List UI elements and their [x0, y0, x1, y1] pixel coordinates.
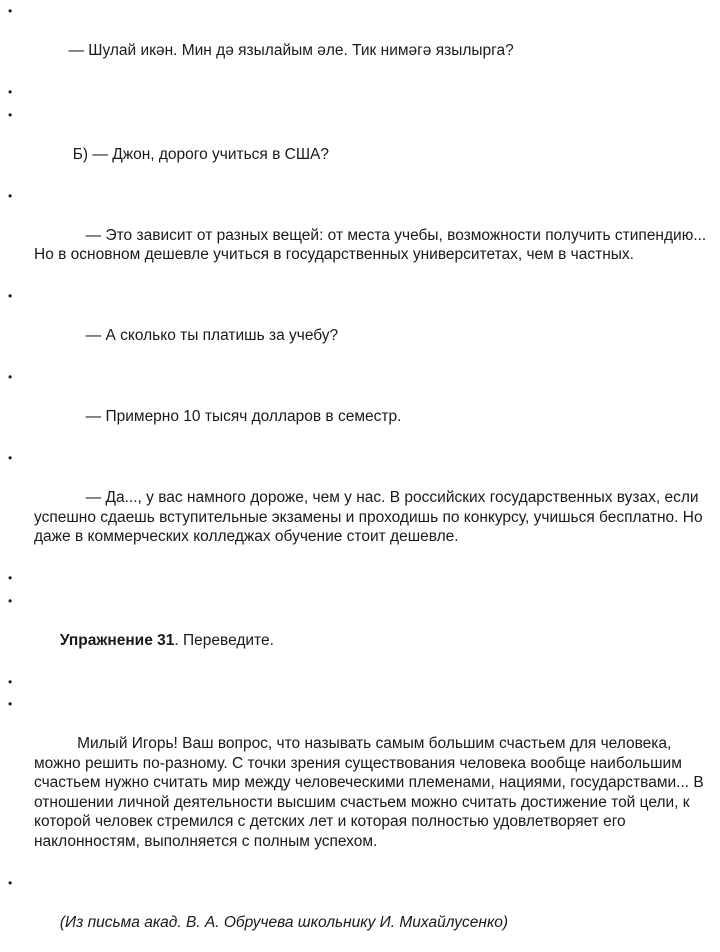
- line-answer-depends: — Это зависит от разных вещей: от места учебы, возможности получить стипендию... Но в основном дешевле учиться в государственных университетах, чем в частных.: [34, 226, 711, 263]
- list-item: [0, 673, 720, 693]
- line-russian-universities: — Да..., у вас намного дороже, чем у нас. В российских государственных вузах, если успешно сдаешь вступительные экзамены и проходишь по конкурсу, учишься бесплатно. Но даже в коммерческих колледжах обучение стоит дешевле.: [34, 489, 707, 545]
- bullet-dot-icon: •: [8, 188, 13, 203]
- bullet-dot-icon: •: [8, 571, 13, 585]
- line-how-much: — А сколько ты платишь за учебу?: [59, 327, 339, 344]
- list-item: [0, 83, 720, 103]
- bullet-dot-icon: •: [8, 875, 13, 890]
- line-john-question: Б) — Джон, дорого учиться в США?: [59, 145, 330, 163]
- bullet-dot-icon: •: [8, 593, 13, 608]
- line-ten-thousand: — Примерно 10 тысяч долларов в семестр.: [59, 408, 402, 425]
- list-item: [0, 874, 720, 952]
- exercise-title: Упражнение 31: [59, 631, 175, 649]
- bullet-dot-icon: •: [8, 370, 13, 384]
- bullet-dot-icon: •: [8, 4, 13, 18]
- list-item: [0, 106, 720, 184]
- bullet-dot-icon: •: [8, 697, 13, 711]
- list-item: [0, 592, 720, 670]
- exercise-instruction: . Переведите.: [174, 631, 274, 649]
- list-item: [0, 695, 720, 871]
- bullet-dot-icon: •: [8, 289, 13, 303]
- list-item: [0, 287, 720, 365]
- line-tatar-dialogue: — Шулай икән. Мин дә язылайым әле. Тик нимәгә язылырга?: [59, 42, 514, 59]
- list-item: [0, 569, 720, 589]
- bullet-dot-icon: •: [8, 107, 13, 122]
- bullet-dot-icon: •: [8, 451, 13, 465]
- list-item: [0, 2, 720, 80]
- bullet-list: [0, 2, 720, 952]
- list-item: [0, 368, 720, 446]
- letter-paragraph: Милый Игорь! Ваш вопрос, что называть самым большим счастьем для человека, можно решить по-разному. С точки зрения существования человека вообще наибольшим счастьем нужно считать мир между человеческими племенами, нациями, государствами... В отношении личной деятельности высшим счастьем можно считать достижение той цели, к которой человек стремился с детских лет и которая полностью удовлетворяет его наклонностям, выполняется с полным успехом.: [34, 735, 709, 850]
- list-item: [0, 187, 720, 285]
- bullet-dot-icon: •: [8, 85, 13, 99]
- list-item: [0, 449, 720, 566]
- bullet-dot-icon: •: [8, 674, 13, 689]
- letter-source: (Из письма акад. В. А. Обручева школьнику И. Михайлусенко): [59, 913, 509, 931]
